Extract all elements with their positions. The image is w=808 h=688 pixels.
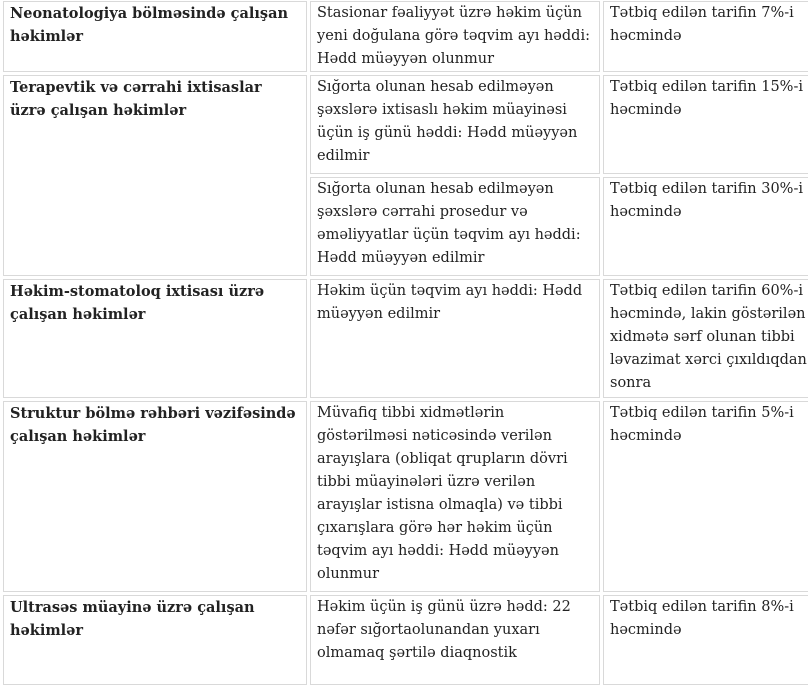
requirement-cell <box>310 177 600 276</box>
requirement-text: Müvafiq tibbi xidmətlərin göstərilməsi nəticəsində verilən arayışlara (obliqat qrupların dövri tibbi müayinələri üzrə verilən arayışlar istisna olmaqla) və tibbi çıxarışlara görə hər həkim üçün təqvim ayı həddi: Hədd müəyyən olunmur <box>317 405 568 582</box>
tariff-text: Tətbiq edilən tarifin 7%-i həcmində <box>610 5 794 44</box>
requirement-text: Sığorta olunan hesab edilməyən şəxslərə cərrahi prosedur və əməliyyatlar üçün təqvim ayı həddi: Hədd müəyyən edilmir <box>317 181 581 266</box>
category-label: Neonatologiya bölməsində çalışan həkimlər <box>10 5 289 45</box>
category-label: Terapevtik və cərrahi ixtisaslar üzrə çalışan həkimlər <box>10 79 262 119</box>
tariff-text: Tətbiq edilən tarifin 60%-i həcmində, lakin göstərilən xidmətə sərf olunan tibbi ləvazimat xərci çıxıldıqdan sonra <box>610 283 807 391</box>
category-cell <box>3 1 307 72</box>
table-row <box>3 75 808 174</box>
requirement-cell <box>310 401 600 592</box>
requirement-cell <box>310 279 600 398</box>
tariff-cell <box>603 75 808 174</box>
tariff-text: Tətbiq edilən tarifin 5%-i həcmində <box>610 405 794 444</box>
category-label: Ultrasəs müayinə üzrə çalışan həkimlər <box>10 599 255 639</box>
requirement-cell <box>310 75 600 174</box>
table-row <box>3 279 808 398</box>
requirement-text: Stasionar fəaliyyət üzrə həkim üçün yeni doğulana görə təqvim ayı həddi: Hədd müəyyən olunmur <box>317 5 590 67</box>
table-row <box>3 1 808 72</box>
tariff-text: Tətbiq edilən tarifin 15%-i həcmində <box>610 79 803 118</box>
table-row <box>3 595 808 685</box>
requirement-text: Həkim üçün təqvim ayı həddi: Hədd müəyyən edilmir <box>317 283 583 322</box>
category-label: Həkim-stomatoloq ixtisası üzrə çalışan həkimlər <box>10 283 265 323</box>
category-label: Struktur bölmə rəhbəri vəzifəsində çalışan həkimlər <box>10 405 296 445</box>
tariff-text: Tətbiq edilən tarifin 8%-i həcmində <box>610 599 794 638</box>
category-cell <box>3 279 307 398</box>
table-row <box>3 401 808 592</box>
requirement-text: Sığorta olunan hesab edilməyən şəxslərə ixtisaslı həkim müayinəsi üçün iş günü həddi: Hədd müəyyən edilmir <box>317 79 578 164</box>
requirement-text: Həkim üçün iş günü üzrə hədd: 22 nəfər sığortaolunandan yuxarı olmamaq şərtilə diaqnostik <box>317 599 571 661</box>
requirement-cell <box>310 1 600 72</box>
tariff-cell <box>603 279 808 398</box>
tariff-cell <box>603 401 808 592</box>
category-cell <box>3 595 307 685</box>
tariff-cell <box>603 1 808 72</box>
requirement-cell <box>310 595 600 685</box>
tariff-cell <box>603 595 808 685</box>
category-cell <box>3 401 307 592</box>
category-cell <box>3 75 307 276</box>
tariff-cell <box>603 177 808 276</box>
tariff-text: Tətbiq edilən tarifin 30%-i həcmində <box>610 181 803 220</box>
